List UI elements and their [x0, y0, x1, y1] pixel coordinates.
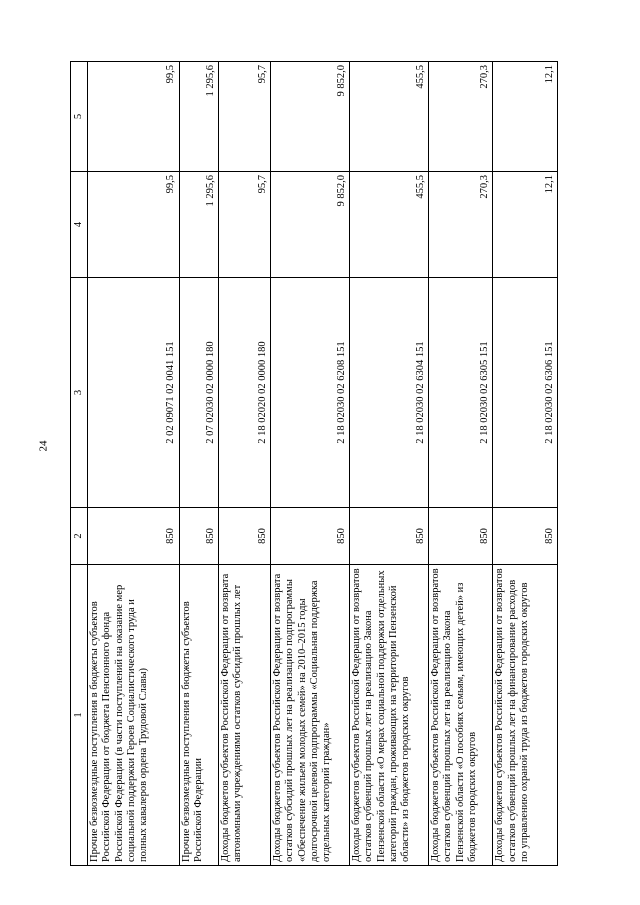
- row-description: Доходы бюджетов субъектов Российской Федерации от возврата остатков субсидий прошлых лет на реализацию подпрограммы «Обеспечение жильем молодых семей» на 2010–2015 годы долгосрочной целевой подпрограммы «Социальная поддержка отдельных категорий граждан»: [270, 565, 349, 866]
- row-value-col4: 455,5: [350, 172, 429, 278]
- header-cell: 2: [71, 508, 88, 565]
- row-value-col5: 95,7: [219, 62, 271, 172]
- row-admin-code: 850: [493, 508, 558, 565]
- row-description: Прочие безвозмездные поступления в бюджеты субъектов Российской Федерации: [179, 565, 219, 866]
- row-value-col5: 270,3: [429, 62, 493, 172]
- header-cell: 4: [71, 172, 88, 278]
- row-budget-code: 2 18 02030 02 6305 151: [429, 278, 493, 508]
- row-value-col5: 99,5: [88, 62, 180, 172]
- row-description: Прочие безвозмездные поступления в бюджеты субъектов Российской Федерации от бюджета Пенсионного фонда Российской Федерации (в части поступлений на оказание мер социальной поддержки Героев Социалистического труда и полных кавалеров ордена Трудовой Славы): [88, 565, 180, 866]
- header-cell: 3: [71, 278, 88, 508]
- page-number: 24: [37, 440, 50, 452]
- row-description: Доходы бюджетов субъектов Российской Федерации от возврата автономными учреждениями остатков субсидий прошлых лет: [219, 565, 271, 866]
- row-description: Доходы бюджетов субъектов Российской Федерации от возвратов остатков субвенций прошлых лет на реализацию Закона Пензенской области «О мерах социальной поддержки отдельных категорий граждан, проживающих на территории Пензенской области» из бюджетов городских округов: [350, 565, 429, 866]
- row-value-col5: 12,1: [493, 62, 558, 172]
- row-value-col5: 455,5: [350, 62, 429, 172]
- row-budget-code: 2 18 02030 02 6306 151: [493, 278, 558, 508]
- row-admin-code: 850: [88, 508, 180, 565]
- rotated-page-content: [70, 62, 558, 866]
- row-admin-code: 850: [179, 508, 219, 565]
- row-budget-code: 2 18 02030 02 6208 151: [270, 278, 349, 508]
- row-value-col4: 9 852,0: [270, 172, 349, 278]
- row-value-col4: 95,7: [219, 172, 271, 278]
- row-admin-code: 850: [429, 508, 493, 565]
- row-admin-code: 850: [350, 508, 429, 565]
- header-row: [71, 62, 88, 866]
- row-value-col4: 1 295,6: [179, 172, 219, 278]
- row-value-col4: 99,5: [88, 172, 180, 278]
- table-row: [493, 62, 558, 866]
- row-value-col4: 12,1: [493, 172, 558, 278]
- table-row: [88, 62, 180, 866]
- table-row: [179, 62, 219, 866]
- row-budget-code: 2 02 09071 02 0041 151: [88, 278, 180, 508]
- row-budget-code: 2 07 02030 02 0000 180: [179, 278, 219, 508]
- table-row: [219, 62, 271, 866]
- row-value-col5: 9 852,0: [270, 62, 349, 172]
- header-cell: 5: [71, 62, 88, 172]
- row-admin-code: 850: [270, 508, 349, 565]
- row-budget-code: 2 18 02030 02 6304 151: [350, 278, 429, 508]
- table-row: [429, 62, 493, 866]
- row-description: Доходы бюджетов субъектов Российской Федерации от возвратов остатков субвенций прошлых лет на финансирование расходов по управлению охраной труда из бюджетов городских округов: [493, 565, 558, 866]
- revenue-table: [70, 61, 558, 866]
- row-description: Доходы бюджетов субъектов Российской Федерации от возвратов остатков субвенций прошлых лет на реализацию Закона Пензенской области «О пособиях семьям, имеющих детей» из бюджетов городских округов: [429, 565, 493, 866]
- row-value-col4: 270,3: [429, 172, 493, 278]
- table-row: [270, 62, 349, 866]
- row-admin-code: 850: [219, 508, 271, 565]
- header-cell: 1: [71, 565, 88, 866]
- row-value-col5: 1 295,6: [179, 62, 219, 172]
- table-row: [350, 62, 429, 866]
- row-budget-code: 2 18 02020 02 0000 180: [219, 278, 271, 508]
